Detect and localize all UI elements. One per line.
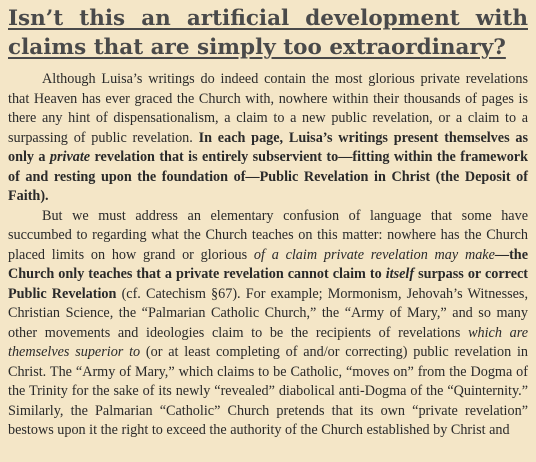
paragraph-2	[8, 207, 528, 441]
section-heading: Isn’t this an artificial development with claims that are simply too extraordinary?	[8, 6, 528, 60]
p2-italic-1: of a claim private revelation may make	[253, 246, 495, 263]
p2-text-1: But we must address an elementary confusion of language that some have succumbed to regarding what the Church teaches on this matter: nowhere has the Church placed limits on how grand or glorious	[8, 207, 528, 263]
p2-bold-2: surpass or correct Public Revelation	[8, 266, 529, 302]
p1-text: Although Luisa’s writings do indeed contain the most glorious private revelations that Heaven has ever graced the Church with, nowhere within their thousands of pages is there any hint of dispensationalism, a claim to a new public revelation, or a claim to a surpassing of public revelation.	[8, 71, 528, 146]
paragraph-1	[8, 70, 528, 207]
p2-italic-2: which are themselves superior to	[8, 324, 528, 360]
p2-text-3: (or at least completing of and/or correcting) public revelation in Christ. The “Army of Mary,” which claims to be Catholic, “moves on” from the Dogma of the Trinity for the sake of its newly “revealed” diabolical anti-Dogma of the “Quinternity.” Similarly, the Palmarian “Catholic” Church pretends that its own “private revelation” bestows upon it the right to exceed the authority of the Church established by Christ and	[8, 344, 529, 438]
p2-bold-1: —the Church only teaches that a private revelation cannot claim to	[8, 246, 528, 282]
p1-bold-2: revelation that is entirely subservient to—fitting within the framework of and resting upon the foundation of—Public Revelation in Christ (the Deposit of Faith).	[8, 149, 528, 204]
p1-bold-1: In each page, Luisa’s writings present themselves as only a	[8, 129, 528, 165]
p2-text-2: (cf. Catechism §67). For example; Mormonism, Jehovah’s Witnesses, Christian Science, the “Palmarian Catholic Church,” the “Army of Mary,” and so many other movements and ideologies claim to be the recipients of revelations	[8, 285, 528, 341]
p1-bold-italic-private: private	[49, 149, 91, 165]
p2-bold-italic-itself: itself	[385, 266, 415, 282]
